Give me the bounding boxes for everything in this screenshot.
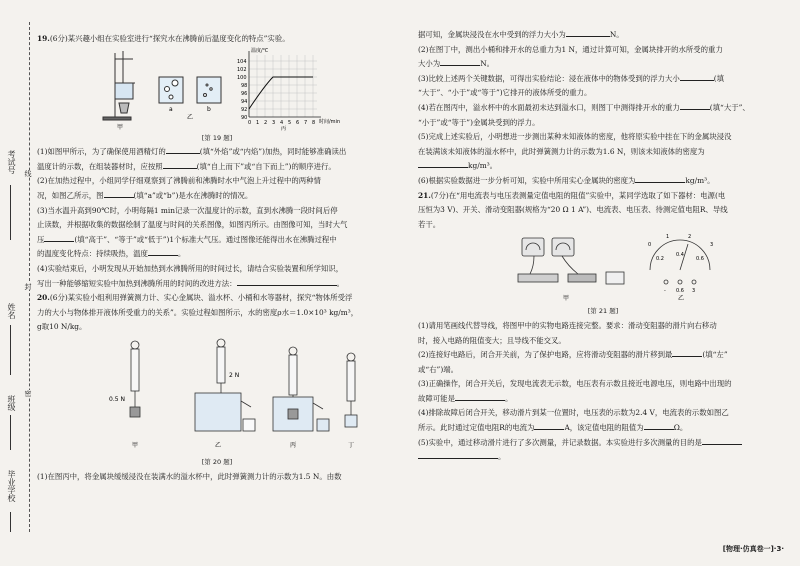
q20-stem-cont: g取10 N/kg。: [37, 322, 87, 332]
answer-blank[interactable]: [237, 277, 337, 286]
q19-figure: [37, 47, 397, 131]
q20-part4: (4)若在图丙中，溢水杯中的水面最初未达到溢水口，则图丁中测得排开水的重力 (填“大于”、: [418, 102, 750, 112]
answer-blank[interactable]: [418, 450, 498, 459]
answer-blank[interactable]: [635, 174, 685, 183]
fig-label-jia: 甲: [563, 295, 570, 303]
ammeter-dial: [650, 240, 710, 284]
q21-part2-cont: 或“右”)端。: [418, 364, 459, 374]
q21-part1-cont: 时，接入电路的阻值变大；且导线不能交叉。: [418, 335, 566, 345]
ytick: 104: [237, 58, 247, 65]
answer-blank[interactable]: [534, 421, 564, 430]
meter-tick: 1: [666, 234, 670, 241]
answer-blank[interactable]: [455, 392, 505, 401]
answer-blank[interactable]: [148, 247, 178, 256]
q20-part2-cont: 大小为 N。: [418, 59, 495, 69]
meter-tick: 0: [648, 242, 652, 249]
q21-figure: [418, 232, 788, 304]
name-field[interactable]: [10, 325, 12, 375]
seal-mark-line: 线: [24, 170, 32, 177]
meter-tick: 0.2: [656, 256, 664, 263]
fig-label-yi: 乙: [215, 441, 222, 449]
terminal-label: -: [664, 288, 666, 295]
xtick: 3: [272, 119, 276, 126]
q20-part5-cont: 在装满该未知液体的溢水杯中，此时弹簧测力计的示数为1.6 N，则该未知液体的密度为: [418, 146, 705, 156]
fig-label-b: b: [207, 105, 211, 113]
fig-label-jia: 甲: [132, 441, 139, 449]
q20-part1: (1)在图丙中，将金属块缓缓浸没在装满水的溢水杯中，此时弹簧测力计的示数为1.5 N。由数: [37, 471, 342, 481]
xtick: 0: [248, 119, 252, 126]
answer-blank[interactable]: [440, 57, 480, 66]
q20-part3-cont: “大于”、“小于”或“等于”)它排开的液体所受的重力。: [418, 88, 592, 98]
terminal-label: 0.6: [676, 288, 684, 295]
xtick: 6: [296, 119, 300, 126]
answer-blank[interactable]: [702, 436, 742, 445]
answer-blank[interactable]: [672, 348, 702, 357]
answer-blank[interactable]: [104, 189, 134, 198]
answer-blank[interactable]: [566, 28, 610, 37]
answer-blank[interactable]: [166, 145, 200, 154]
q21-part3: (3)正确操作，闭合开关后，发现电流表无示数，电压表有示数且接近电源电压，则电路中出现的: [418, 379, 732, 389]
q20-part4-cont: “小于”或“等于”)金属块受到的浮力。: [418, 117, 540, 127]
q21-stem-cont: 若干。: [418, 219, 441, 229]
class-field[interactable]: [10, 415, 12, 450]
q21-circuit-svg: [418, 232, 788, 304]
terminal-label: 3: [692, 288, 696, 295]
temperature-chart: [237, 47, 340, 131]
fig-label-ding: 丁: [348, 441, 355, 449]
seal-mark-seal: 封: [24, 283, 32, 290]
answer-blank[interactable]: [44, 233, 74, 242]
binding-line: [29, 22, 31, 532]
q21-stem: 21.(7分)在“用电流表与电压表测量定值电阻的阻值”实验中，某同学选取了如下器材：电源(电: [418, 190, 726, 200]
q21-part1: (1)请用笔画线代替导线，将图甲中的实物电路连接完整。要求：滑动变阻器的滑片向右移动: [418, 320, 717, 330]
q20-caption: [第 20 题]: [201, 457, 233, 466]
q20-part1-cont: 据可知，金属块浸没在水中受到的浮力大小为 N。: [418, 30, 624, 39]
ytick: 98: [241, 82, 248, 89]
chart-ylabel: 温度/℃: [251, 47, 269, 54]
q21-stem-cont: 压恒为3 V)、开关、滑动变阻器(规格为“20 Ω 1 A”)、电流表、电压表、待测定值电阻R、导线: [418, 205, 728, 215]
fig-label-jia: 甲: [117, 123, 124, 131]
page-footer: [物理·仿真卷一]·3·: [722, 545, 784, 553]
q19-part3-cont: 止读数，并根据收集的数据绘制了温度与时间的关系图像，如图丙所示。由图像可知，当时大气: [37, 220, 348, 230]
q19-part4: (4)实验结束后，小明发现从开始加热到水沸腾所用的时间过长，请结合实验装置和所学知识，: [37, 263, 344, 273]
xtick: 4: [280, 119, 284, 126]
ytick: 102: [237, 66, 247, 73]
q19-part4-cont: 写出一种能够缩短实验中加热到沸腾所用的时间的改进方法： 。: [37, 278, 344, 288]
force-label-2: 2 N: [229, 371, 240, 379]
q21-part3-cont: 故障可能是 。: [418, 393, 513, 403]
q19-apparatus-svg: [37, 47, 397, 131]
school-field[interactable]: [10, 512, 12, 532]
q21-part5: (5)实验中，通过移动滑片进行了多次测量，并记录数据。本实验进行多次测量的目的是: [418, 436, 788, 451]
bubble-beakers: [159, 77, 221, 103]
right-column: [418, 28, 788, 465]
answer-blank[interactable]: [644, 421, 674, 430]
answer-blank[interactable]: [680, 101, 710, 110]
seal-mark-close: 密: [24, 390, 32, 397]
q19-part3-cont: 压 (填“高于”、“等于”或“低于”)1个标准大气压。通过图像还能得出水在沸腾过程中: [37, 234, 337, 244]
xtick: 2: [264, 119, 268, 126]
ytick: 96: [241, 90, 248, 97]
q19-stem: 19.(6分)某兴趣小组在实验室进行“探究水在沸腾前后温度变化的特点”实验。: [37, 34, 290, 43]
q19-part1-cont: 温度计的示数，在组装器材时，应按照 (填“自上而下”或“自下而上”)的顺序进行。: [37, 161, 336, 171]
q19-part3: (3)当水温升高到90℃时，小明每隔1 min记录一次温度计的示数，直到水沸腾一段时间后停: [37, 205, 338, 215]
ytick: 90: [241, 114, 248, 121]
meter-tick: 2: [688, 234, 692, 241]
fig-label-bing: 丙: [290, 441, 297, 449]
q20-part3: (3)比较上述两个关键数据，可得出实验结论：浸在液体中的物体受到的浮力大小 (填: [418, 73, 725, 83]
fig-label-yi: 乙: [187, 113, 194, 121]
q19-part2-cont: 况，如图乙所示，图 (填“a”或“b”)是水在沸腾时的情况。: [37, 190, 253, 200]
q19-caption: [第 19 题]: [201, 133, 233, 142]
q21-part5-cont: 。: [418, 450, 788, 465]
q20-stem: 20.(6分)某实验小组利用弹簧测力计、实心金属块、溢水杯、小桶和水等器材，探究“物体所受浮: [37, 293, 353, 303]
q21-part2: (2)连接好电路后，闭合开关前，为了保护电路，应将滑动变阻器的滑片移到最 (填“左”: [418, 350, 728, 360]
q19-part2: (2)在加热过程中，小组同学仔细观察到了沸腾前和沸腾时水中气泡上升过程中的两种情: [37, 176, 321, 186]
q20-apparatus-svg: [37, 335, 397, 455]
q19-part3-cont: 的温度变化特点：持续吸热，温度 。: [37, 249, 186, 259]
name-label: 姓名: [7, 303, 16, 319]
answer-blank[interactable]: [163, 160, 197, 169]
xtick: 8: [312, 119, 316, 126]
q20-part6: (6)根据实验数据进一步分析可知，实验中所用实心金属块的密度为 kg/m³。: [418, 175, 715, 185]
xtick: 7: [304, 119, 308, 126]
force-label-1: 0.5 N: [109, 395, 125, 403]
meter-tick: 0.6: [696, 256, 704, 263]
ytick: 94: [241, 98, 248, 105]
meter-tick: 0.4: [676, 252, 684, 259]
q20-part5-cont: kg/m³。: [418, 159, 788, 174]
q21-part4: (4)排除故障后闭合开关，移动滑片到某一位置时，电压表的示数为2.4 V，电流表的示数如图乙: [418, 408, 729, 418]
q21-caption: [第 21 题]: [587, 307, 619, 316]
ytick: 100: [237, 74, 247, 81]
class-label: 班级: [7, 395, 16, 411]
chart-xlabel: 时间/min: [319, 118, 341, 125]
q20-part5: (5)完成上述实验后，小明想进一步测出某种未知液体的密度，他将原实验中挂在下的金属块浸没: [418, 132, 732, 142]
q19-part1: (1)如图甲所示，为了确保使用酒精灯的 (填“外焰”或“内焰”)加热，同时能够准确读出: [37, 147, 347, 157]
ytick: 92: [241, 106, 248, 113]
exam-number-label: 考试号: [7, 150, 16, 174]
xtick: 5: [288, 119, 292, 126]
exam-number-field[interactable]: [10, 185, 12, 240]
q20-part2: (2)在图丁中，测出小桶和排开水的总重力为1 N，通过计算可知，金属块排开的水所受的重力: [418, 44, 723, 54]
xtick: 1: [256, 119, 260, 126]
fig-label-bing: 丙: [281, 125, 287, 131]
q20-stem-cont: 力的大小与物体排开液体所受重力的关系”。实验过程如图所示，水的密度ρ水＝1.0×10³ kg/m³，: [37, 307, 359, 317]
school-label: 毕业学校: [7, 470, 16, 502]
binding-margin: [0, 0, 34, 566]
answer-blank[interactable]: [680, 72, 714, 81]
fig-label-yi: 乙: [678, 295, 685, 303]
answer-blank[interactable]: [418, 159, 468, 168]
q20-figure: [37, 335, 397, 455]
boiling-apparatus: [103, 51, 135, 120]
meter-tick: 3: [710, 242, 714, 249]
fig-label-a: a: [169, 105, 173, 113]
q21-part4-cont: 所示。此时通过定值电阻R的电流为 A，该定值电阻的阻值为 Ω。: [418, 423, 688, 433]
left-column: [37, 32, 397, 484]
